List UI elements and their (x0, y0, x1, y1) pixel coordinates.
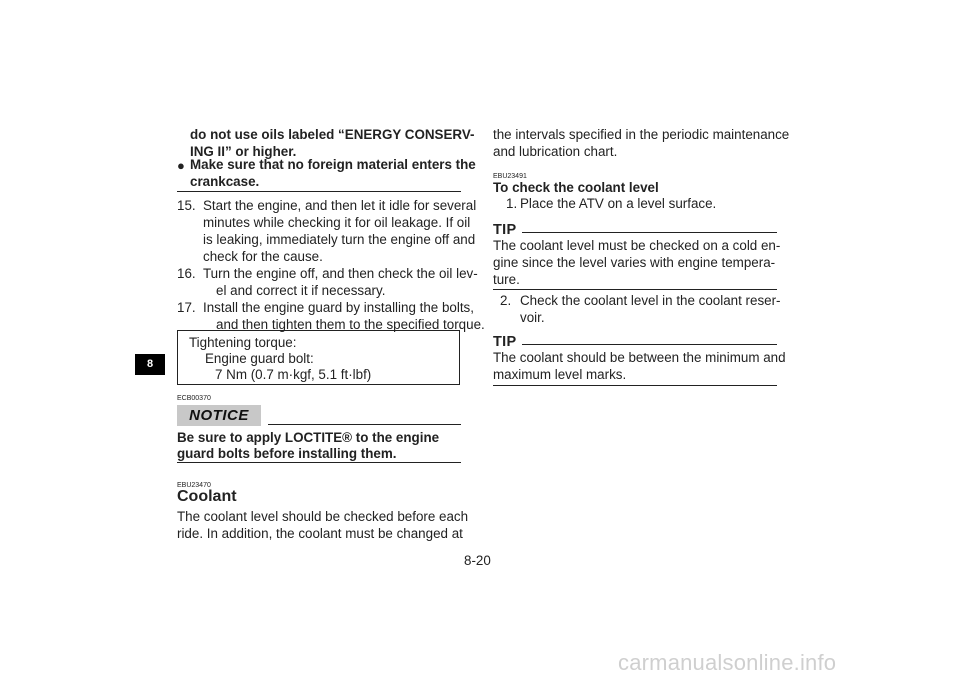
tip-title: TIP (493, 222, 517, 238)
step-number: 17. (177, 300, 196, 315)
notice-badge (177, 405, 261, 426)
tip-title: TIP (493, 334, 517, 350)
tip-text-line: The coolant level must be checked on a cold en- (493, 238, 781, 253)
step-text-line: voir. (520, 310, 545, 325)
tip-header-rule (522, 232, 777, 233)
coolant-continuation-line-1: the intervals specified in the periodic maintenance (493, 127, 790, 142)
step-text-line: Place the ATV on a level surface. (520, 196, 717, 211)
step-number: 16. (177, 266, 196, 281)
check-coolant-heading: To check the coolant level (493, 180, 659, 195)
coolant-continuation-line-2: and lubrication chart. (493, 144, 618, 159)
step-text-line: Install the engine guard by installing the bolts, (203, 300, 474, 315)
notice-code: ECB00370 (177, 395, 211, 402)
tip-text-line: maximum level marks. (493, 367, 627, 382)
step-text-line: Start the engine, and then let it idle for several (203, 198, 477, 213)
step-text-line: Turn the engine off, and then check the oil lev- (203, 266, 478, 281)
torque-title: Tightening torque: (189, 335, 297, 350)
coolant-heading: Coolant (177, 488, 237, 505)
page-number: 8-20 (464, 553, 491, 568)
step-text-line: is leaking, immediately turn the engine off and (203, 232, 476, 247)
notice-label: NOTICE (189, 407, 249, 424)
tip-end-rule (493, 385, 777, 386)
tip-text-line: The coolant should be between the minimum and (493, 350, 786, 365)
step-text-line: and then tighten them to the specified torque. (216, 317, 485, 332)
torque-item: Engine guard bolt: (205, 351, 314, 366)
watermark: carmanualsonline.info (618, 650, 837, 675)
tip-end-rule (493, 289, 777, 290)
notice-header-rule (268, 424, 461, 425)
warning-end-rule (177, 191, 461, 192)
notice-line-2: guard bolts before installing them. (177, 446, 397, 461)
step-text-line: Check the coolant level in the coolant reser- (520, 293, 781, 308)
coolant-text-line-1: The coolant level should be checked before each (177, 509, 469, 524)
step-text-line: minutes while checking it for oil leakage. If oil (203, 215, 471, 230)
bullet-icon: ● (177, 158, 185, 173)
notice-line-1: Be sure to apply LOCTITE® to the engine (177, 430, 440, 445)
warning-bullet-line-1: Make sure that no foreign material enters the (190, 157, 476, 172)
warning-continuation-line-1: do not use oils labeled “ENERGY CONSERV- (190, 127, 475, 142)
step-number: 1. (506, 196, 518, 211)
warning-continuation-line-2: ING II” or higher. (190, 144, 297, 159)
step-text-line: el and correct it if necessary. (216, 283, 386, 298)
tip-text-line: gine since the level varies with engine tempera- (493, 255, 776, 270)
warning-bullet-line-2: crankcase. (190, 174, 260, 189)
step-number: 15. (177, 198, 196, 213)
torque-value: 7 Nm (0.7 m·kgf, 5.1 ft·lbf) (215, 367, 372, 382)
step-text-line: check for the cause. (203, 249, 323, 264)
coolant-code: EBU23470 (177, 482, 211, 489)
chapter-tab: 8 (135, 354, 165, 375)
notice-end-rule (177, 462, 461, 463)
coolant-text-line-2: ride. In addition, the coolant must be changed at (177, 526, 463, 541)
check-coolant-code: EBU23491 (493, 173, 527, 180)
step-number: 2. (500, 293, 512, 308)
tip-header-rule (522, 344, 777, 345)
tip-text-line: ture. (493, 272, 520, 287)
